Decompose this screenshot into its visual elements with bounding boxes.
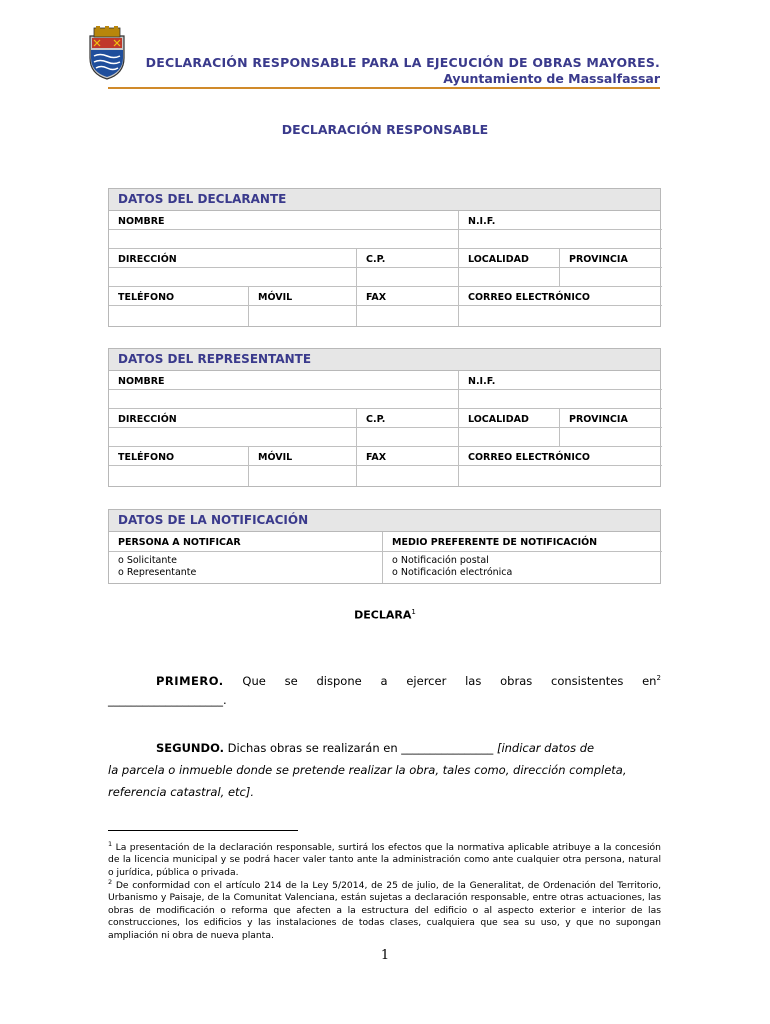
representante-direccion-label-cell [109, 409, 357, 428]
declarante-provincia-label-cell [560, 249, 662, 268]
representante-correo-label-cell [459, 447, 662, 466]
representante-nombre-label-cell [109, 371, 459, 390]
representante-nombre-field[interactable] [109, 390, 459, 409]
declarante-nombre-field[interactable] [109, 230, 459, 249]
declarante-telefono-label-cell [109, 287, 249, 306]
footnote-2-number: 2 [108, 878, 113, 886]
representante-direccion-label: DIRECCIÓN [118, 414, 177, 425]
representante-cp-label-cell [357, 409, 459, 428]
representante-telefono-field[interactable] [109, 466, 249, 486]
primero-word: en [642, 674, 657, 688]
declara-footnote-ref: 1 [411, 608, 416, 616]
footnote-1-number: 1 [108, 840, 113, 848]
document-title: DECLARACIÓN RESPONSABLE [281, 122, 489, 137]
declarante-correo-label-cell [459, 287, 662, 306]
medio-label: MEDIO PREFERENTE DE NOTIFICACIÓN [392, 537, 598, 548]
representante-localidad-field[interactable] [459, 428, 560, 447]
declarante-fax-label-cell [357, 287, 459, 306]
representante-telefono-label: TELÉFONO [118, 452, 175, 463]
declarante-cp-label: C.P. [366, 254, 386, 265]
footnote-1-text: La presentación de la declaración responsable, surtirá los efectos que la normativa aplicable atribuye a la concesión de la licencia municipal y se podrá hacer valer tanto ante la administración como ante cualquier otra persona, natural o jurídica, pública o privada. [108, 842, 661, 878]
primero-paragraph [108, 674, 661, 707]
footnote-2-text: De conformidad con el artículo 214 de la Ley 5/2014, de 25 de julio, de la Generalitat, de Ordenación del Territorio, Urbanismo y Paisaje, de la Comunitat Valenciana, están sujetas a declaración responsable, entre otras actuaciones, las obras de modificación o reforma que afecten a la estructura del edificio o al aspecto exterior e interior de las construcciones, los edificios y las instalaciones de todas clases, cualquiera que sea su uso, y que no supongan ampliación ni obra de nueva planta. [108, 880, 661, 941]
segundo-text: Dichas obras se realizarán en ________________ [223, 741, 497, 755]
representante-fax-label-cell [357, 447, 459, 466]
declarante-section [108, 188, 661, 327]
representante-fax-field[interactable] [357, 466, 459, 486]
representante-cp-field[interactable] [357, 428, 459, 447]
declarante-localidad-label: LOCALIDAD [468, 254, 529, 265]
declarante-movil-label: MÓVIL [258, 292, 293, 303]
persona-option-solicitante[interactable]: o Solicitante [118, 555, 177, 566]
segundo-label: SEGUNDO. [156, 741, 224, 755]
representante-heading: DATOS DEL REPRESENTANTE [109, 349, 660, 371]
declarante-localidad-field[interactable] [459, 268, 560, 287]
medio-option-postal[interactable]: o Notificación postal [392, 555, 489, 566]
primero-blank[interactable]: ____________________. [108, 693, 227, 707]
persona-label: PERSONA A NOTIFICAR [118, 537, 241, 548]
declarante-heading: DATOS DEL DECLARANTE [109, 189, 660, 211]
header-subtitle: Ayuntamiento de Massalfassar [443, 71, 660, 86]
persona-options [109, 552, 383, 583]
primero-word: dispone [316, 674, 362, 688]
footnote-1 [108, 838, 661, 879]
declarante-provincia-label: PROVINCIA [569, 254, 628, 265]
representante-nif-label: N.I.F. [468, 376, 496, 387]
medio-option-electronica[interactable]: o Notificación electrónica [392, 567, 513, 578]
declarante-direccion-label-cell [109, 249, 357, 268]
declarante-nif-field[interactable] [459, 230, 662, 249]
declarante-movil-label-cell [249, 287, 357, 306]
persona-label-cell [109, 532, 383, 552]
declarante-nombre-label-cell [109, 211, 459, 230]
declara-label: DECLARA [354, 608, 412, 622]
declarante-nif-label: N.I.F. [468, 216, 496, 227]
header-divider [108, 87, 660, 89]
primero-label: PRIMERO. [156, 674, 224, 688]
representante-direccion-field[interactable] [109, 428, 357, 447]
primero-word: las [465, 674, 482, 688]
representante-nif-label-cell [459, 371, 662, 390]
coat-of-arms-logo [86, 26, 128, 80]
representante-movil-label-cell [249, 447, 357, 466]
segundo-italic-1: [indicar datos de [496, 741, 595, 755]
representante-localidad-label: LOCALIDAD [468, 414, 529, 425]
declara-heading [0, 608, 770, 622]
representante-correo-field[interactable] [459, 466, 662, 486]
declarante-movil-field[interactable] [249, 306, 357, 326]
declarante-direccion-label: DIRECCIÓN [118, 254, 177, 265]
declarante-direccion-field[interactable] [109, 268, 357, 287]
representante-provincia-label: PROVINCIA [569, 414, 628, 425]
declarante-cp-field[interactable] [357, 268, 459, 287]
medio-options [383, 552, 662, 583]
declarante-correo-label: CORREO ELECTRÓNICO [468, 292, 590, 303]
representante-nombre-label: NOMBRE [118, 376, 165, 387]
primero-word: obras [500, 674, 533, 688]
representante-provincia-field[interactable] [560, 428, 662, 447]
declarante-correo-field[interactable] [459, 306, 662, 326]
primero-footnote-ref: 2 [656, 674, 661, 683]
primero-word: a [380, 674, 388, 688]
notificacion-heading: DATOS DE LA NOTIFICACIÓN [109, 510, 660, 532]
representante-provincia-label-cell [560, 409, 662, 428]
declarante-fax-field[interactable] [357, 306, 459, 326]
declarante-telefono-field[interactable] [109, 306, 249, 326]
representante-section [108, 348, 661, 487]
persona-option-representante[interactable]: o Representante [118, 567, 197, 578]
declarante-provincia-field[interactable] [560, 268, 662, 287]
representante-nif-field[interactable] [459, 390, 662, 409]
primero-word: se [284, 674, 298, 688]
declarante-fax-label: FAX [366, 292, 387, 303]
representante-movil-label: MÓVIL [258, 452, 293, 463]
header-title: DECLARACIÓN RESPONSABLE PARA LA EJECUCIÓN DE OBRAS MAYORES. [145, 55, 660, 70]
primero-word: ejercer [406, 674, 447, 688]
declarante-nif-label-cell [459, 211, 662, 230]
primero-word: Que [242, 674, 266, 688]
segundo-italic-2: la parcela o inmueble donde se pretende realizar la obra, tales como, dirección completa, [108, 763, 627, 777]
footnote-2 [108, 876, 661, 942]
footnote-divider [108, 830, 298, 831]
primero-word: consistentes [551, 674, 624, 688]
segundo-italic-3: referencia catastral, etc]. [108, 785, 254, 799]
representante-correo-label: CORREO ELECTRÓNICO [468, 452, 590, 463]
representante-cp-label: C.P. [366, 414, 386, 425]
notificacion-section [108, 509, 661, 584]
declarante-cp-label-cell [357, 249, 459, 268]
representante-movil-field[interactable] [249, 466, 357, 486]
page-header [0, 0, 770, 100]
representante-telefono-label-cell [109, 447, 249, 466]
page-number: 1 [380, 948, 390, 963]
segundo-paragraph [108, 737, 661, 803]
declarante-localidad-label-cell [459, 249, 560, 268]
declarante-telefono-label: TELÉFONO [118, 292, 175, 303]
representante-localidad-label-cell [459, 409, 560, 428]
representante-fax-label: FAX [366, 452, 387, 463]
declarante-nombre-label: NOMBRE [118, 216, 165, 227]
medio-label-cell [383, 532, 662, 552]
